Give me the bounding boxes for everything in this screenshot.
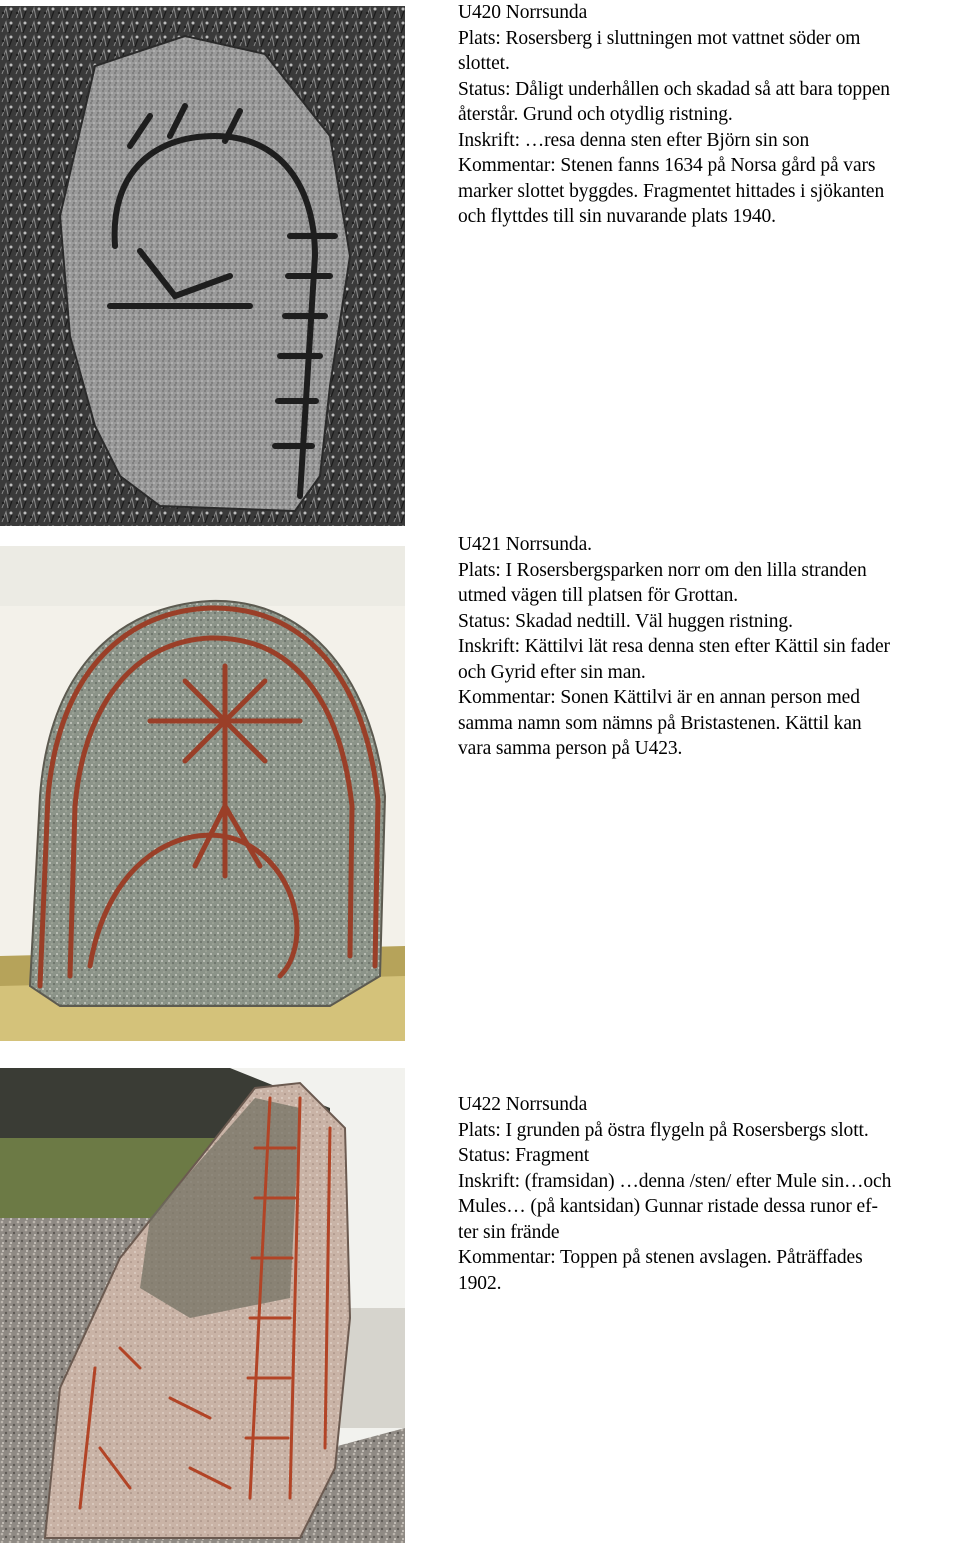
entry-line: slottet.: [458, 53, 510, 74]
entry-line: återstår. Grund och otydlig ristning.: [458, 104, 733, 125]
entry-line: marker slottet byggdes. Fragmentet hittades i sjökanten: [458, 180, 885, 202]
runestone-photo-u421: [0, 546, 405, 1041]
entry-line: Kommentar: Stenen fanns 1634 på Norsa gård på vars: [458, 155, 876, 176]
photo-u421-drawing: [0, 546, 405, 1041]
entry-line: Status: Fragment: [458, 1145, 590, 1166]
entry-line: utmed vägen till platsen för Grottan.: [458, 585, 739, 606]
entry-line: och Gyrid efter sin man.: [458, 661, 646, 683]
entry-line: Status: Dåligt underhållen och skadad så att bara toppen: [458, 78, 890, 100]
entry-line: Mules… (på kantsidan) Gunnar ristade dessa runor ef-: [458, 1196, 878, 1217]
entry-line: Plats: I Rosersbergsparken norr om den lilla stranden: [458, 559, 867, 581]
entry-line: Inskrift: Kättilvi lät resa denna sten efter Kättil sin fader: [458, 636, 890, 657]
entry-text-u421: [458, 532, 958, 762]
entry-line: Inskrift: …resa denna sten efter Björn sin son: [458, 129, 810, 151]
entry-line: Kommentar: Sonen Kättilvi är en annan person med: [458, 687, 860, 708]
entry-line: Kommentar: Toppen på stenen avslagen. Påträffades: [458, 1247, 863, 1268]
entry-line: Status: Skadad nedtill. Väl huggen ristning.: [458, 610, 793, 632]
photo-u422-drawing: [0, 1068, 405, 1543]
entry-line: Plats: Rosersberg i sluttningen mot vattnet söder om: [458, 27, 861, 49]
entry-line: samma namn som nämns på Bristastenen. Kättil kan: [458, 712, 862, 734]
entry-title: U421 Norrsunda.: [458, 534, 592, 555]
entry-title: U422 Norrsunda: [458, 1094, 588, 1115]
entry-line: och flyttdes till sin nuvarande plats 1940.: [458, 206, 776, 227]
runestone-photo-u420: [0, 6, 405, 526]
entry-text-u420: [458, 0, 958, 230]
entry-text-u422: [458, 1092, 958, 1296]
runestone-photo-u422: [0, 1068, 405, 1543]
entry-line: vara samma person på U423.: [458, 738, 683, 759]
entry-title: U420 Norrsunda: [458, 2, 588, 23]
entry-line: Plats: I grunden på östra flygeln på Rosersbergs slott.: [458, 1119, 869, 1141]
photo-u420-drawing: [0, 6, 405, 526]
entry-line: Inskrift: (framsidan) …denna /sten/ efter Mule sin…och: [458, 1170, 892, 1192]
entry-line: 1902.: [458, 1272, 502, 1294]
entry-line: ter sin frände: [458, 1221, 560, 1243]
